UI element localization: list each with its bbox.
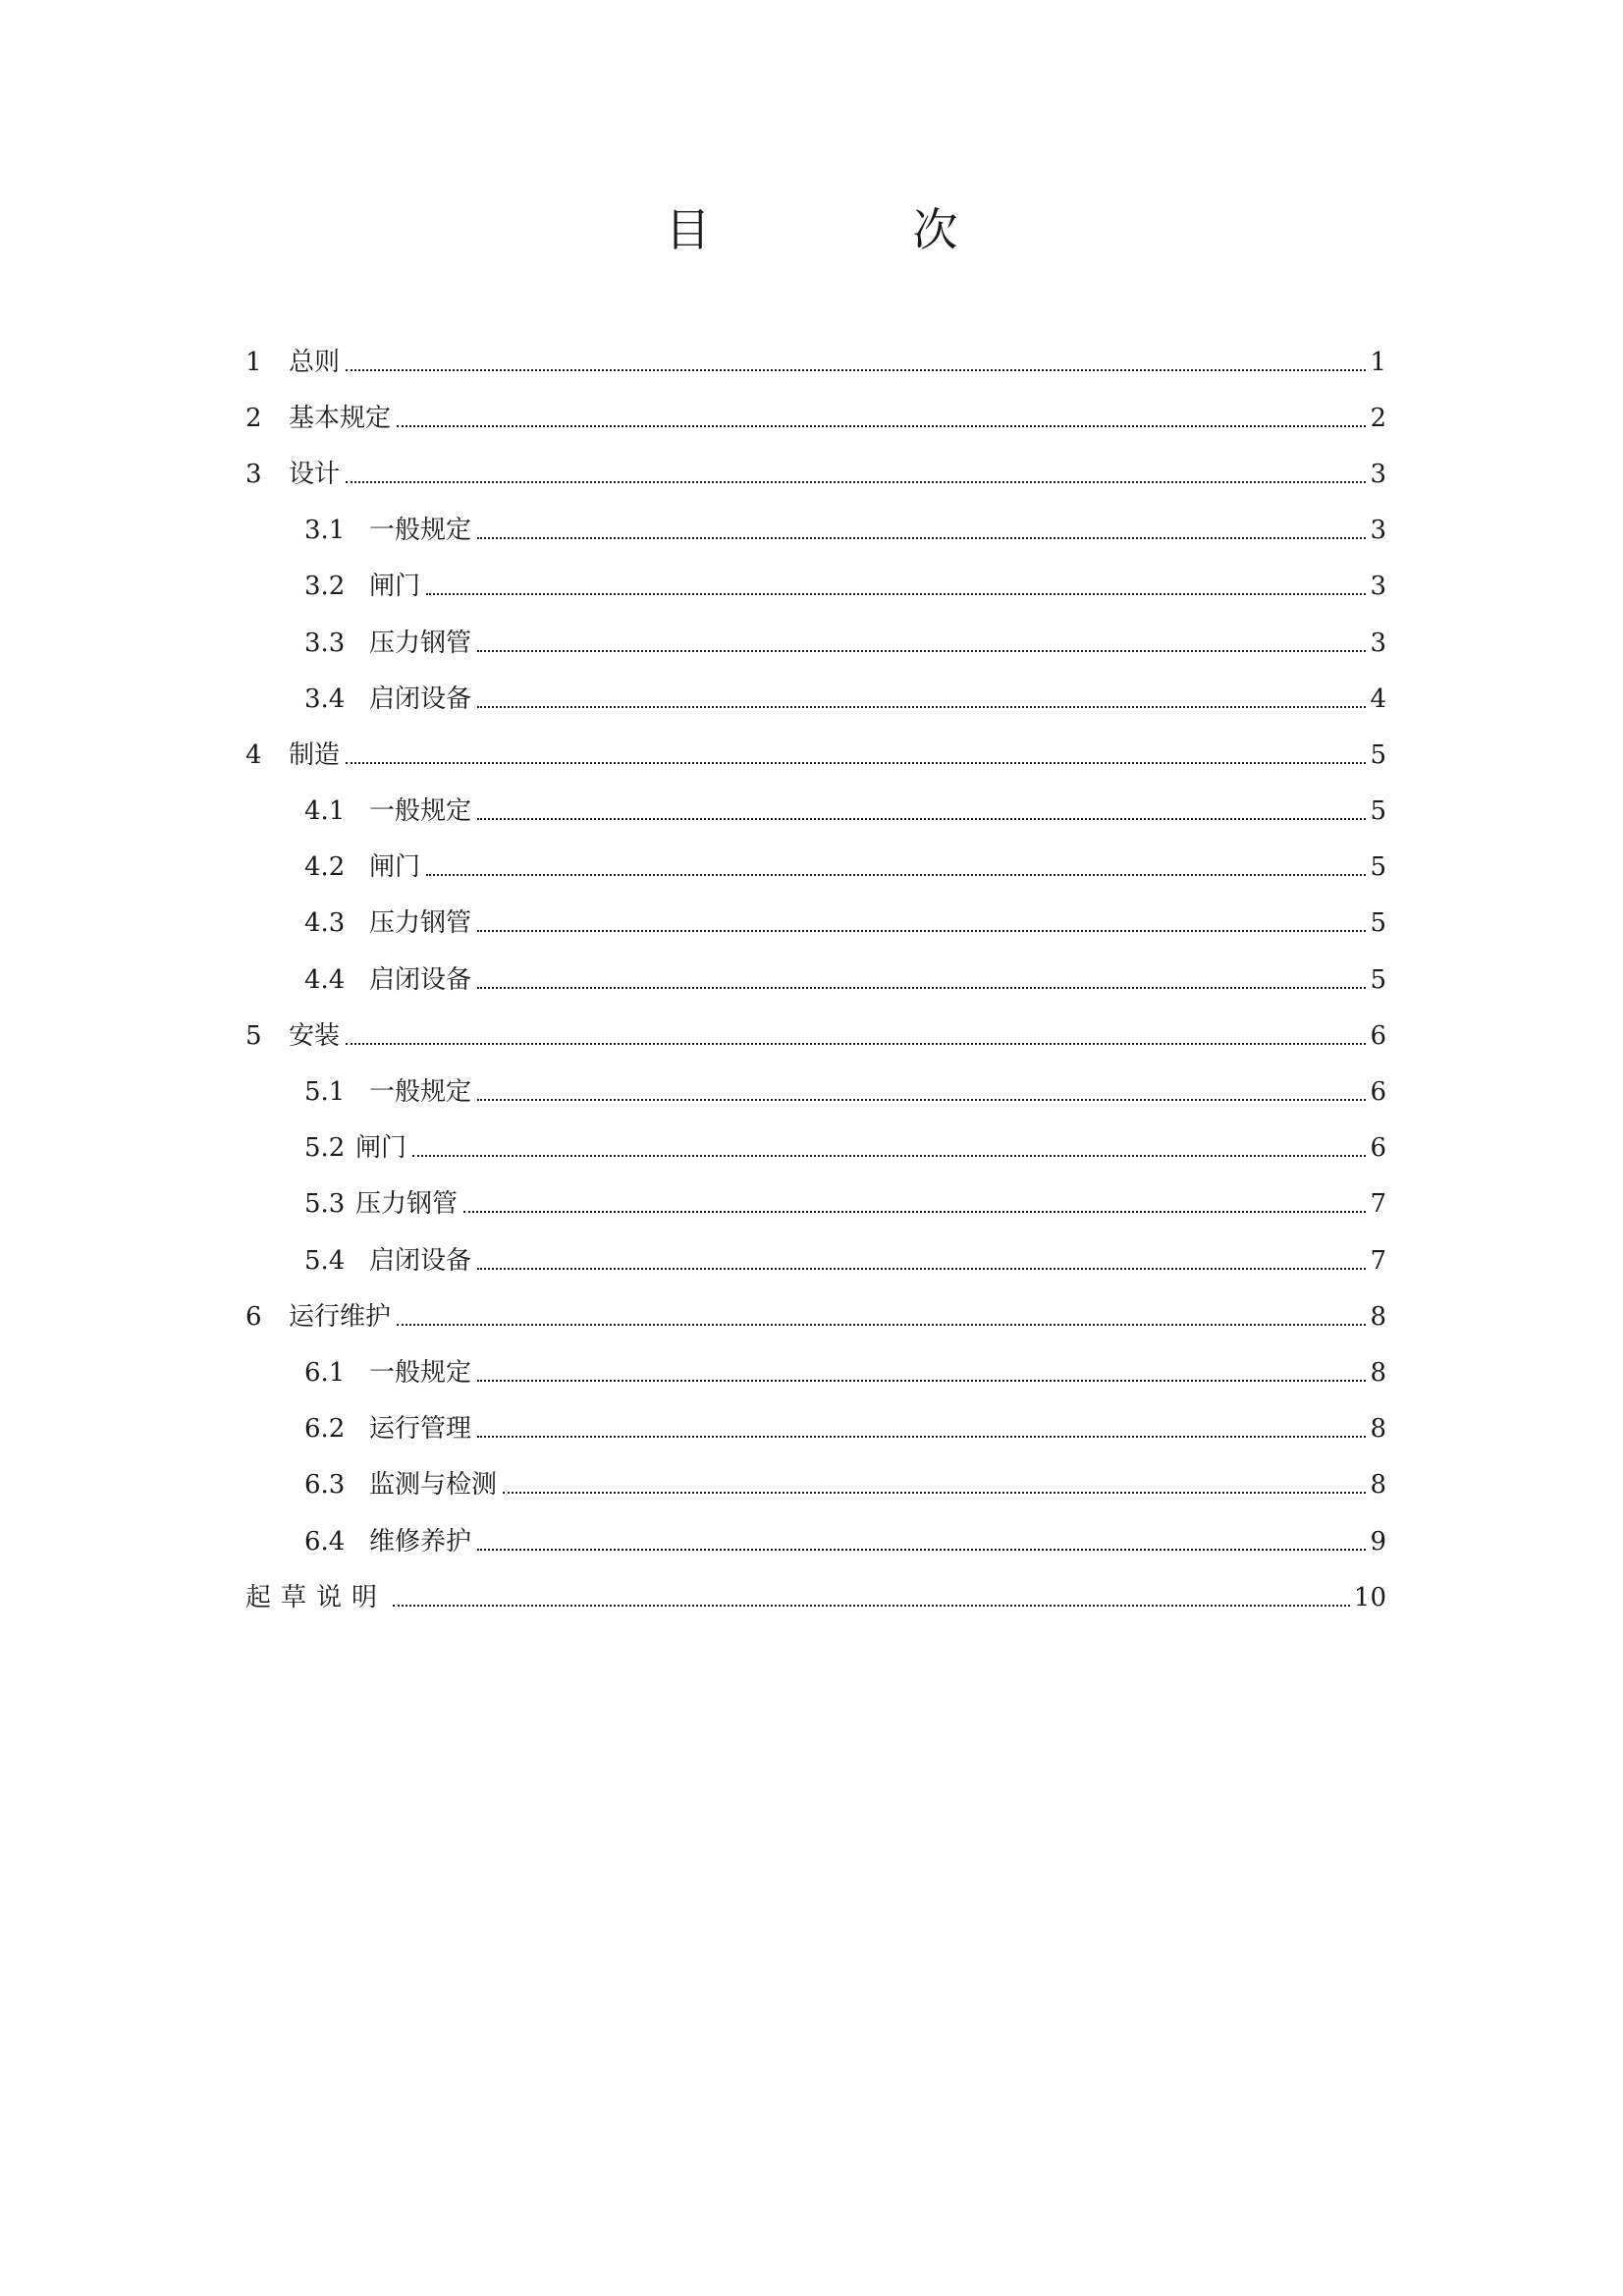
toc-label: 制造 [289, 739, 341, 770]
toc-entry-6-2[interactable] [245, 1401, 1386, 1457]
toc-page-number: 7 [1370, 1245, 1386, 1276]
toc-entry-1[interactable] [245, 334, 1386, 390]
toc-page-number: 5 [1370, 908, 1386, 939]
toc-number: 4.4 [304, 964, 346, 995]
toc-number: 4.2 [304, 852, 346, 883]
toc-label: 闸门 [369, 572, 421, 602]
dot-leader [477, 537, 1366, 539]
page-title: 目 次 [665, 203, 1037, 256]
toc-number: 3.3 [304, 628, 346, 658]
toc-page-number: 6 [1370, 1133, 1386, 1164]
toc-page-number: 10 [1353, 1582, 1386, 1613]
toc-entry-5[interactable] [245, 1008, 1386, 1064]
toc-number: 2 [245, 403, 262, 433]
toc-page-number: 5 [1370, 739, 1386, 770]
toc-entry-drafting-notes[interactable] [245, 1569, 1386, 1625]
dot-leader [477, 650, 1366, 652]
dot-leader [393, 1605, 1350, 1607]
toc-page-number: 6 [1370, 1077, 1386, 1108]
toc-page-number: 9 [1370, 1526, 1386, 1557]
toc-page-number: 3 [1370, 459, 1386, 489]
toc-label: 监测与检测 [369, 1470, 498, 1501]
toc-label: 启闭设备 [369, 1245, 472, 1276]
toc-number: 6.1 [304, 1357, 346, 1388]
toc-label: 压力钢管 [369, 908, 472, 939]
toc-entry-3[interactable] [245, 446, 1386, 502]
toc-number: 5.2 [304, 1133, 346, 1164]
toc-number: 4.1 [304, 796, 346, 827]
toc-page-number: 5 [1370, 964, 1386, 995]
dot-leader [477, 1549, 1366, 1551]
toc-label: 安装 [289, 1020, 341, 1051]
dot-leader [346, 369, 1366, 371]
dot-leader [477, 987, 1366, 989]
toc-entry-2[interactable] [245, 390, 1386, 446]
toc-number: 3.4 [304, 683, 346, 714]
toc-label: 启闭设备 [369, 964, 472, 995]
toc-label: 一般规定 [369, 516, 472, 546]
dot-leader [503, 1492, 1366, 1494]
toc-number: 6.3 [304, 1470, 346, 1501]
toc-label: 一般规定 [369, 796, 472, 827]
toc-page-number: 8 [1370, 1470, 1386, 1501]
toc-number: 5.3 [304, 1189, 346, 1220]
toc-entry-6-1[interactable] [245, 1344, 1386, 1400]
toc-entry-4-4[interactable] [245, 952, 1386, 1008]
dot-leader [397, 1324, 1366, 1326]
toc-entry-5-4[interactable] [245, 1232, 1386, 1288]
toc-page-number: 3 [1370, 516, 1386, 546]
dot-leader [477, 1099, 1366, 1101]
toc-entry-3-3[interactable] [245, 615, 1386, 671]
toc-label: 闸门 [355, 1133, 407, 1164]
toc-page-number: 8 [1370, 1414, 1386, 1445]
toc-page-number: 3 [1370, 628, 1386, 658]
toc-page-number: 8 [1370, 1301, 1386, 1332]
toc-number: 3.2 [304, 572, 346, 602]
dot-leader [477, 1380, 1366, 1382]
dot-leader [426, 874, 1366, 876]
toc-number: 3 [245, 459, 262, 489]
toc-page-number: 5 [1370, 796, 1386, 827]
table-of-contents [245, 334, 1386, 1625]
toc-number: 5 [245, 1020, 262, 1051]
toc-page-number: 3 [1370, 572, 1386, 602]
toc-label: 维修养护 [369, 1526, 472, 1557]
toc-entry-4[interactable] [245, 727, 1386, 783]
toc-label: 启闭设备 [369, 683, 472, 714]
toc-label: 一般规定 [369, 1077, 472, 1108]
toc-number: 3.1 [304, 516, 346, 546]
toc-label: 压力钢管 [369, 628, 472, 658]
toc-label: 设计 [289, 459, 341, 489]
dot-leader [477, 1268, 1366, 1270]
toc-page-number: 5 [1370, 852, 1386, 883]
toc-entry-6-3[interactable] [245, 1457, 1386, 1513]
dot-leader [477, 930, 1366, 932]
toc-entry-5-1[interactable] [245, 1064, 1386, 1120]
toc-page-number: 4 [1370, 683, 1386, 714]
toc-label: 闸门 [369, 852, 421, 883]
toc-page-number: 1 [1370, 347, 1386, 377]
toc-label: 压力钢管 [355, 1189, 459, 1220]
toc-number: 5.4 [304, 1245, 346, 1276]
dot-leader [346, 762, 1366, 764]
toc-label: 基本规定 [289, 403, 392, 433]
toc-page-number: 7 [1370, 1189, 1386, 1220]
toc-entry-6-4[interactable] [245, 1513, 1386, 1569]
toc-number: 5.1 [304, 1077, 346, 1108]
toc-number: 6 [245, 1301, 262, 1332]
toc-number: 6.4 [304, 1526, 346, 1557]
dot-leader [463, 1211, 1366, 1213]
toc-label: 总则 [289, 347, 341, 377]
dot-leader [397, 425, 1366, 427]
toc-entry-3-4[interactable] [245, 671, 1386, 727]
toc-label: 运行管理 [369, 1414, 472, 1445]
toc-number: 6.2 [304, 1414, 346, 1445]
dot-leader [346, 481, 1366, 483]
toc-page-number: 2 [1370, 403, 1386, 433]
toc-page-number: 8 [1370, 1357, 1386, 1388]
toc-label: 起草说明 [245, 1582, 388, 1613]
dot-leader [412, 1155, 1366, 1157]
dot-leader [426, 593, 1366, 595]
toc-label: 一般规定 [369, 1357, 472, 1388]
toc-entry-4-2[interactable] [245, 840, 1386, 896]
toc-entry-5-2[interactable] [245, 1121, 1386, 1176]
toc-entry-4-3[interactable] [245, 896, 1386, 952]
dot-leader [477, 1436, 1366, 1438]
dot-leader [477, 706, 1366, 708]
toc-entry-6[interactable] [245, 1288, 1386, 1344]
toc-number: 4.3 [304, 908, 346, 939]
toc-number: 1 [245, 347, 262, 377]
toc-entry-3-1[interactable] [245, 503, 1386, 559]
toc-entry-5-3[interactable] [245, 1176, 1386, 1232]
toc-entry-3-2[interactable] [245, 559, 1386, 615]
dot-leader [477, 818, 1366, 820]
toc-number: 4 [245, 739, 262, 770]
toc-label: 运行维护 [289, 1301, 392, 1332]
toc-page-number: 6 [1370, 1020, 1386, 1051]
dot-leader [346, 1043, 1366, 1045]
toc-entry-4-1[interactable] [245, 784, 1386, 840]
